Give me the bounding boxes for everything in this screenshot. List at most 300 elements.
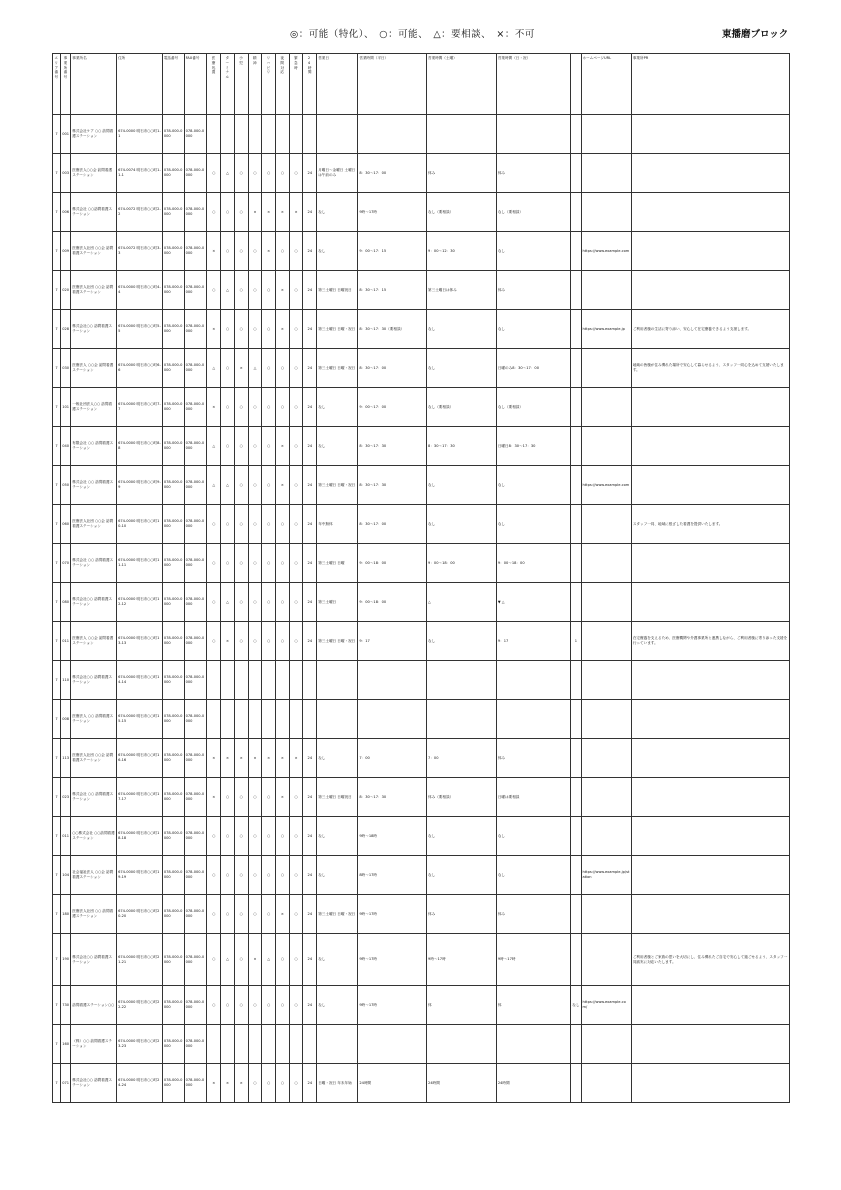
cell-url[interactable] xyxy=(581,934,631,986)
cell-wd: 9：00～18：00 xyxy=(358,544,427,583)
cell-sun: 日曜のみ8：30～17：00 xyxy=(496,349,570,388)
cell-rating: 24 xyxy=(303,349,317,388)
cell-rating: × xyxy=(248,934,262,986)
cell-sun: 24時間 xyxy=(496,1064,570,1103)
cell-rating: ○ xyxy=(234,895,248,934)
cell-url[interactable] xyxy=(581,895,631,934)
cell-fax: 078-000-0000 xyxy=(184,739,207,778)
cell-rating: 24 xyxy=(303,505,317,544)
cell-sat: 9：00～18：00 xyxy=(427,544,497,583)
cell-rating: × xyxy=(276,310,290,349)
cell-rating: △ xyxy=(221,934,235,986)
cell-x xyxy=(571,154,581,193)
table-row xyxy=(53,739,790,778)
cell-sun: 休 xyxy=(496,986,570,1025)
cell-rating xyxy=(221,115,235,154)
cell-pr xyxy=(631,271,789,310)
cell-fax: 078-000-0000 xyxy=(184,193,207,232)
cell-name: 医療法人社団 ○○会 訪問看護ステーション xyxy=(71,232,117,271)
column-header: FAX番号 xyxy=(184,54,207,115)
cell-id: 020 xyxy=(61,271,71,310)
cell-no: 7 xyxy=(53,700,61,739)
cell-rating: ○ xyxy=(234,934,248,986)
cell-url[interactable] xyxy=(581,700,631,739)
cell-sat: 9時～17時 xyxy=(427,934,497,986)
cell-sat: なし xyxy=(427,505,497,544)
cell-rating: ○ xyxy=(289,544,303,583)
cell-rating: 24 xyxy=(303,986,317,1025)
cell-tel: 078-000-0000 xyxy=(162,1025,184,1064)
cell-rating: ○ xyxy=(262,310,276,349)
cell-rating xyxy=(303,700,317,739)
cell-no: 7 xyxy=(53,934,61,986)
cell-rating: ○ xyxy=(276,388,290,427)
cell-tel: 078-000-0000 xyxy=(162,583,184,622)
cell-tel: 078-000-0000 xyxy=(162,271,184,310)
cell-wd xyxy=(358,115,427,154)
table-row xyxy=(53,310,790,349)
cell-url[interactable]: https://www.example.com xyxy=(581,466,631,505)
cell-rating: ○ xyxy=(234,427,248,466)
cell-rating: × xyxy=(234,739,248,778)
cell-rating: ○ xyxy=(234,271,248,310)
cell-rating: ○ xyxy=(262,778,276,817)
cell-url[interactable] xyxy=(581,622,631,661)
cell-name: 株式会社○○ 訪問看護ステーション xyxy=(71,1064,117,1103)
cell-rating: ○ xyxy=(234,544,248,583)
cell-url[interactable] xyxy=(581,193,631,232)
cell-rating xyxy=(276,661,290,700)
table-row xyxy=(53,583,790,622)
cell-rating xyxy=(289,661,303,700)
cell-url[interactable] xyxy=(581,661,631,700)
cell-sun: 9：00～18：00 xyxy=(496,544,570,583)
cell-days: なし xyxy=(317,856,358,895)
cell-rating: ○ xyxy=(248,310,262,349)
cell-rating: ○ xyxy=(262,856,276,895)
cell-tel: 078-000-0000 xyxy=(162,388,184,427)
table-row xyxy=(53,154,790,193)
column-header-label: 24時間 xyxy=(307,56,312,75)
cell-wd xyxy=(358,661,427,700)
cell-rating: ○ xyxy=(221,349,235,388)
table-body xyxy=(53,115,790,1103)
cell-rating: 24 xyxy=(303,388,317,427)
station-table xyxy=(52,53,790,1103)
column-header xyxy=(248,54,262,115)
cell-x xyxy=(571,895,581,934)
cell-fax: 078-000-0000 xyxy=(184,622,207,661)
cell-pr xyxy=(631,700,789,739)
cell-pr xyxy=(631,427,789,466)
cell-addr: 674-0000 明石市○○町6-6 xyxy=(117,349,163,388)
cell-rating: ○ xyxy=(248,388,262,427)
cell-fax: 078-000-0000 xyxy=(184,466,207,505)
cell-rating: ○ xyxy=(276,986,290,1025)
cell-tel: 078-000-0000 xyxy=(162,427,184,466)
cell-days: 第三土曜日 日曜・祝日 xyxy=(317,622,358,661)
cell-rating: ○ xyxy=(289,154,303,193)
cell-url[interactable]: https://www.example.jp/station xyxy=(581,856,631,895)
table-row xyxy=(53,817,790,856)
cell-wd xyxy=(358,700,427,739)
cell-pr: ご利用者様の生活に寄り添い、安心して在宅療養できるよう支援します。 xyxy=(631,310,789,349)
cell-pr xyxy=(631,154,789,193)
column-header: 営業日 xyxy=(317,54,358,115)
cell-rating xyxy=(303,1025,317,1064)
header-row xyxy=(53,54,790,115)
cell-rating: 24 xyxy=(303,622,317,661)
cell-url[interactable] xyxy=(581,427,631,466)
cell-fax: 078-000-0000 xyxy=(184,778,207,817)
cell-url[interactable] xyxy=(581,115,631,154)
cell-x xyxy=(571,934,581,986)
cell-addr: 674-0000 明石市○○町18-18 xyxy=(117,817,163,856)
cell-rating: ○ xyxy=(289,778,303,817)
cell-rating: ○ xyxy=(207,544,221,583)
cell-sat: なし（要相談） xyxy=(427,193,497,232)
column-header xyxy=(221,54,235,115)
cell-addr: 674-0000 明石市○○町22-22 xyxy=(117,986,163,1025)
cell-sun: 日曜は要相談 xyxy=(496,778,570,817)
cell-x xyxy=(571,310,581,349)
cell-url[interactable] xyxy=(581,388,631,427)
cell-url[interactable]: https://www.example.com/ xyxy=(581,986,631,1025)
cell-addr: 674-0000 明石市○○町17-17 xyxy=(117,778,163,817)
cell-tel: 078-000-0000 xyxy=(162,739,184,778)
cell-no: 7 xyxy=(53,661,61,700)
cell-rating: ○ xyxy=(221,232,235,271)
cell-fax: 078-000-0000 xyxy=(184,661,207,700)
cell-rating: 24 xyxy=(303,1064,317,1103)
cell-name: ○○株式会社 ○○訪問看護ステーション xyxy=(71,817,117,856)
column-header-label: 夜間対応 xyxy=(280,56,284,75)
cell-wd: 8時～17時 xyxy=(358,856,427,895)
column-header xyxy=(289,54,303,115)
cell-rating: ○ xyxy=(207,154,221,193)
column-header-label: 医療処置 xyxy=(211,56,216,75)
cell-wd: 8：30～17：15 xyxy=(358,271,427,310)
cell-rating xyxy=(289,700,303,739)
cell-rating: ○ xyxy=(276,232,290,271)
cell-rating: ○ xyxy=(289,1064,303,1103)
cell-rating: △ xyxy=(221,466,235,505)
cell-url[interactable] xyxy=(581,583,631,622)
cell-rating: ○ xyxy=(234,778,248,817)
cell-x xyxy=(571,505,581,544)
column-header-label: 精神 xyxy=(252,56,257,65)
cell-sat xyxy=(427,700,497,739)
cell-rating: ○ xyxy=(262,986,276,1025)
column-header: 事業所PR xyxy=(631,54,789,115)
column-header: 営業時間（日・祝） xyxy=(496,54,570,115)
cell-sun xyxy=(496,661,570,700)
cell-pr xyxy=(631,1025,789,1064)
cell-rating: ○ xyxy=(221,427,235,466)
cell-rating: ○ xyxy=(221,778,235,817)
cell-no: 7 xyxy=(53,986,61,1025)
cell-rating: ○ xyxy=(207,193,221,232)
cell-sat: 第三土曜日は休み xyxy=(427,271,497,310)
column-header xyxy=(276,54,290,115)
cell-days: 第三土曜日 xyxy=(317,583,358,622)
cell-rating: ○ xyxy=(221,986,235,1025)
cell-rating: ○ xyxy=(248,271,262,310)
cell-days: なし xyxy=(317,232,358,271)
cell-x xyxy=(571,1025,581,1064)
cell-tel: 078-000-0000 xyxy=(162,934,184,986)
cell-name: 株式会社ケア ○○ 訪問看護ステーション xyxy=(71,115,117,154)
cell-id: 050 xyxy=(61,466,71,505)
cell-rating: △ xyxy=(221,271,235,310)
cell-rating: ○ xyxy=(248,778,262,817)
cell-url[interactable] xyxy=(581,154,631,193)
cell-x xyxy=(571,388,581,427)
cell-sun xyxy=(496,115,570,154)
cell-addr: 674-0000 明石市○○町11-11 xyxy=(117,544,163,583)
table-row xyxy=(53,622,790,661)
cell-rating xyxy=(248,1025,262,1064)
cell-url[interactable] xyxy=(581,739,631,778)
table-row xyxy=(53,856,790,895)
cell-id: 190 xyxy=(61,934,71,986)
cell-rating: ○ xyxy=(207,271,221,310)
cell-url[interactable] xyxy=(581,271,631,310)
cell-x xyxy=(571,427,581,466)
cell-sat: なし xyxy=(427,466,497,505)
cell-rating: 24 xyxy=(303,271,317,310)
cell-addr: 674-0000 明石市○○町14-14 xyxy=(117,661,163,700)
cell-days: 日曜・祝日 年末年始 xyxy=(317,1064,358,1103)
cell-rating: ○ xyxy=(234,154,248,193)
table-row xyxy=(53,700,790,739)
cell-name: 社会福祉法人 ○○会 訪問看護ステーション xyxy=(71,856,117,895)
cell-tel: 078-000-0000 xyxy=(162,661,184,700)
cell-rating xyxy=(207,700,221,739)
cell-rating: ○ xyxy=(207,856,221,895)
cell-rating: ○ xyxy=(221,310,235,349)
cell-rating xyxy=(248,115,262,154)
cell-no: 7 xyxy=(53,544,61,583)
cell-wd: 9：00～17：00 xyxy=(358,388,427,427)
cell-sat: なし xyxy=(427,310,497,349)
cell-id: 028 xyxy=(61,310,71,349)
cell-days: 第三土曜日 日曜・祝日 xyxy=(317,466,358,505)
cell-rating: × xyxy=(289,739,303,778)
cell-addr: 674-0000 明石市○○町5-5 xyxy=(117,310,163,349)
cell-rating xyxy=(234,661,248,700)
cell-rating: 24 xyxy=(303,895,317,934)
cell-rating: ○ xyxy=(248,154,262,193)
cell-addr: 674-0072 明石市○○町3-3 xyxy=(117,232,163,271)
cell-addr: 674-0072 明石市○○町2-2 xyxy=(117,193,163,232)
cell-rating: ○ xyxy=(234,310,248,349)
cell-addr: 674-0000 明石市○○町15-15 xyxy=(117,700,163,739)
cell-x xyxy=(571,232,581,271)
cell-rating: ○ xyxy=(262,154,276,193)
cell-wd: 9時～17時 xyxy=(358,934,427,986)
column-header xyxy=(207,54,221,115)
cell-pr xyxy=(631,193,789,232)
cell-wd: 9時～18時 xyxy=(358,817,427,856)
table-row xyxy=(53,986,790,1025)
cell-addr: 674-0000 明石市○○町24-24 xyxy=(117,1064,163,1103)
cell-rating: × xyxy=(234,349,248,388)
cell-no: 7 xyxy=(53,388,61,427)
cell-rating: ○ xyxy=(276,505,290,544)
table-row xyxy=(53,349,790,388)
cell-url[interactable] xyxy=(581,349,631,388)
cell-fax: 078-000-0000 xyxy=(184,349,207,388)
cell-rating: ○ xyxy=(262,388,276,427)
cell-id: 113 xyxy=(61,739,71,778)
column-header: 事業所名 xyxy=(71,54,117,115)
legend: ◎：可能（特化）、 ○：可能、 △：要相談、 ×：不可 xyxy=(290,29,535,40)
cell-rating: △ xyxy=(221,154,235,193)
cell-rating: ○ xyxy=(276,154,290,193)
cell-fax: 078-000-0000 xyxy=(184,986,207,1025)
cell-tel: 078-000-0000 xyxy=(162,778,184,817)
cell-rating: × xyxy=(262,232,276,271)
cell-name: 医療法人 ○○ 訪問看護ステーション xyxy=(71,700,117,739)
cell-fax: 078-000-0000 xyxy=(184,583,207,622)
cell-rating: 24 xyxy=(303,817,317,856)
cell-x xyxy=(571,739,581,778)
cell-fax: 078-000-0000 xyxy=(184,817,207,856)
cell-rating: ○ xyxy=(248,427,262,466)
cell-url[interactable]: https://www.example.jp xyxy=(581,310,631,349)
cell-tel: 078-000-0000 xyxy=(162,505,184,544)
table-row xyxy=(53,1025,790,1064)
cell-url[interactable] xyxy=(581,505,631,544)
cell-sun: 休み xyxy=(496,895,570,934)
cell-days: 月曜日～金曜日 土曜日は午前のみ xyxy=(317,154,358,193)
cell-name: 医療法人 ○○会 訪問看護ステーション xyxy=(71,622,117,661)
cell-sat: 9：00～12：30 xyxy=(427,232,497,271)
cell-rating xyxy=(221,700,235,739)
cell-url[interactable] xyxy=(581,1064,631,1103)
cell-fax: 078-000-0000 xyxy=(184,1064,207,1103)
cell-sat: 休 xyxy=(427,986,497,1025)
cell-pr: 地域の皆様が住み慣れた場所で安心して暮らせるよう、スタッフ一同心を込めて支援いたします。 xyxy=(631,349,789,388)
cell-rating: ○ xyxy=(289,622,303,661)
column-header xyxy=(303,54,317,115)
cell-sun: なし（要相談） xyxy=(496,193,570,232)
cell-sun xyxy=(496,1025,570,1064)
cell-url[interactable] xyxy=(581,544,631,583)
cell-name: 株式会社○○ 訪問看護ステーション xyxy=(71,934,117,986)
cell-rating: ○ xyxy=(276,349,290,388)
cell-rating: 24 xyxy=(303,856,317,895)
cell-id: 006 xyxy=(61,193,71,232)
cell-id: 730 xyxy=(61,986,71,1025)
cell-name: （株）○○ 訪問看護ステーション xyxy=(71,1025,117,1064)
cell-rating: ○ xyxy=(262,583,276,622)
cell-sun xyxy=(496,700,570,739)
cell-rating: ○ xyxy=(276,583,290,622)
table-row xyxy=(53,661,790,700)
cell-fax: 078-000-0000 xyxy=(184,388,207,427)
cell-url[interactable] xyxy=(581,817,631,856)
cell-wd: 7：00 xyxy=(358,739,427,778)
cell-fax: 078-000-0000 xyxy=(184,154,207,193)
cell-wd: 9：00～17：15 xyxy=(358,232,427,271)
cell-sat: 休み（要相談） xyxy=(427,778,497,817)
cell-sat: △ xyxy=(427,583,497,622)
table-row xyxy=(53,1064,790,1103)
cell-name: 医療法人社団 ○○ 訪問看護ステーション xyxy=(71,895,117,934)
cell-sat: なし xyxy=(427,622,497,661)
cell-x xyxy=(571,661,581,700)
cell-rating: × xyxy=(276,466,290,505)
cell-rating: × xyxy=(207,739,221,778)
cell-url[interactable] xyxy=(581,778,631,817)
cell-rating: ○ xyxy=(234,232,248,271)
column-header-label: 緊急時 xyxy=(294,56,298,70)
cell-sat: なし（要相談） xyxy=(427,388,497,427)
cell-sat xyxy=(427,115,497,154)
cell-rating xyxy=(207,115,221,154)
cell-name: 医療法人社団 ○○会 訪問看護ステーション xyxy=(71,271,117,310)
cell-tel: 078-000-0000 xyxy=(162,622,184,661)
cell-rating: ○ xyxy=(289,583,303,622)
cell-name: 株式会社 ○○ 訪問看護ステーション xyxy=(71,778,117,817)
cell-rating: ○ xyxy=(207,622,221,661)
cell-rating: ○ xyxy=(289,310,303,349)
cell-rating: ○ xyxy=(207,583,221,622)
cell-rating: ○ xyxy=(262,271,276,310)
cell-rating xyxy=(234,700,248,739)
cell-name: 有限会社 ○○ 訪問看護ステーション xyxy=(71,427,117,466)
cell-rating: 24 xyxy=(303,466,317,505)
cell-tel: 078-000-0000 xyxy=(162,466,184,505)
cell-url[interactable] xyxy=(581,1025,631,1064)
cell-pr xyxy=(631,817,789,856)
cell-pr xyxy=(631,856,789,895)
cell-rating: ○ xyxy=(221,193,235,232)
cell-rating: 24 xyxy=(303,154,317,193)
cell-id: 030 xyxy=(61,349,71,388)
table-row xyxy=(53,388,790,427)
cell-rating xyxy=(262,661,276,700)
cell-id: 040 xyxy=(61,427,71,466)
cell-wd xyxy=(358,1025,427,1064)
column-header: 営業時間（平日） xyxy=(358,54,427,115)
cell-rating: ○ xyxy=(276,934,290,986)
cell-rating: ○ xyxy=(221,856,235,895)
cell-wd: 8：30～17：00 xyxy=(358,505,427,544)
cell-fax: 078-000-0000 xyxy=(184,271,207,310)
cell-rating: × xyxy=(207,310,221,349)
cell-rating: ○ xyxy=(262,349,276,388)
cell-name: 株式会社○○ 訪問看護ステーション xyxy=(71,583,117,622)
cell-no: 7 xyxy=(53,1064,61,1103)
cell-x xyxy=(571,700,581,739)
table-row xyxy=(53,466,790,505)
table-row xyxy=(53,232,790,271)
cell-no: 7 xyxy=(53,427,61,466)
cell-rating: △ xyxy=(207,349,221,388)
cell-rating: ○ xyxy=(221,544,235,583)
cell-no: 7 xyxy=(53,1025,61,1064)
cell-x xyxy=(571,544,581,583)
cell-rating: 24 xyxy=(303,583,317,622)
cell-url[interactable]: https://www.example.com xyxy=(581,232,631,271)
column-header: ホームページURL xyxy=(581,54,631,115)
column-header xyxy=(262,54,276,115)
cell-sat: 休み xyxy=(427,154,497,193)
cell-rating: 24 xyxy=(303,310,317,349)
